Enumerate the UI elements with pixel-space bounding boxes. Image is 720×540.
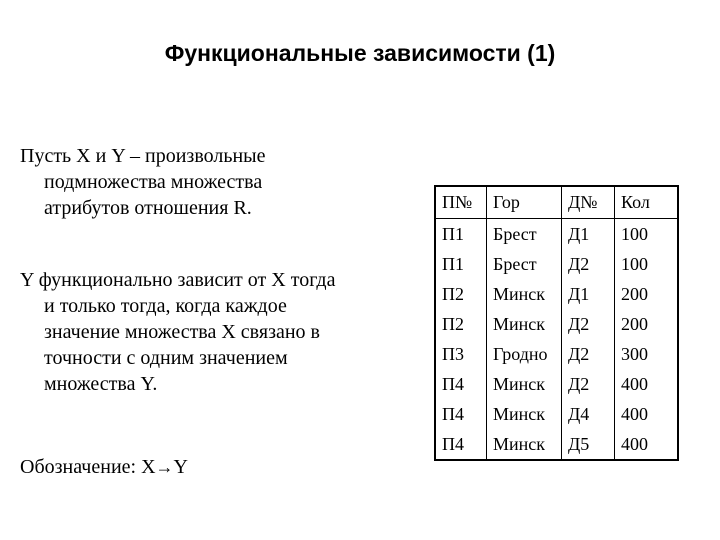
table-row: [435, 219, 678, 250]
text-line: множества Y.: [44, 373, 158, 395]
table-row: [435, 309, 678, 339]
notation-label: Обозначение: X: [20, 456, 156, 478]
text-line: и только тогда, когда каждое: [44, 295, 287, 317]
table-cell: Минск: [487, 399, 562, 429]
table-cell: Минск: [487, 369, 562, 399]
slide-title: Функциональные зависимости (1): [164, 40, 556, 66]
text-line: точности с одним значением: [44, 347, 288, 369]
table-cell: Д5: [562, 429, 615, 460]
table-cell: П4: [435, 369, 487, 399]
table-cell: Д2: [562, 309, 615, 339]
table-cell: 200: [615, 309, 679, 339]
table-cell: Минск: [487, 309, 562, 339]
notation-target: Y: [173, 456, 188, 478]
text-line: атрибутов отношения R.: [44, 197, 252, 219]
table-cell: Брест: [487, 249, 562, 279]
table-cell: П1: [435, 219, 487, 250]
table-cell: 100: [615, 249, 679, 279]
table-cell: Д1: [562, 279, 615, 309]
header-cell: П№: [435, 186, 487, 219]
relation-table: [434, 185, 679, 461]
definition-paragraph: [20, 143, 266, 221]
table-cell: 400: [615, 369, 679, 399]
table-cell: П1: [435, 249, 487, 279]
table-cell: П2: [435, 309, 487, 339]
text-line: подмножества множества: [44, 171, 263, 193]
table-cell: П4: [435, 429, 487, 460]
table-cell: Минск: [487, 279, 562, 309]
table-cell: 400: [615, 399, 679, 429]
table-cell: Брест: [487, 219, 562, 250]
text-line: значение множества X связано в: [44, 321, 320, 343]
table-cell: П4: [435, 399, 487, 429]
table-cell: П3: [435, 339, 487, 369]
table-row: [435, 249, 678, 279]
dependency-paragraph: [20, 267, 335, 397]
notation-paragraph: [20, 454, 188, 480]
header-cell: Д№: [562, 186, 615, 219]
right-arrow-icon: →: [155, 457, 174, 477]
header-cell: Кол: [615, 186, 679, 219]
table-cell: П2: [435, 279, 487, 309]
text-line: Пусть X и Y – произвольные: [20, 145, 266, 167]
table-cell: Д2: [562, 249, 615, 279]
table-cell: Д2: [562, 369, 615, 399]
table-cell: 200: [615, 279, 679, 309]
table-header-row: [435, 186, 678, 219]
table-row: [435, 369, 678, 399]
table-row: [435, 429, 678, 460]
table-cell: 400: [615, 429, 679, 460]
header-cell: Гор: [487, 186, 562, 219]
table-cell: Гродно: [487, 339, 562, 369]
table-cell: 100: [615, 219, 679, 250]
table-row: [435, 399, 678, 429]
table-cell: Д4: [562, 399, 615, 429]
table-cell: 300: [615, 339, 679, 369]
table-row: [435, 339, 678, 369]
text-line: Y функционально зависит от X тогда: [20, 269, 336, 291]
table-cell: Минск: [487, 429, 562, 460]
table-cell: Д2: [562, 339, 615, 369]
table-cell: Д1: [562, 219, 615, 250]
table-row: [435, 279, 678, 309]
